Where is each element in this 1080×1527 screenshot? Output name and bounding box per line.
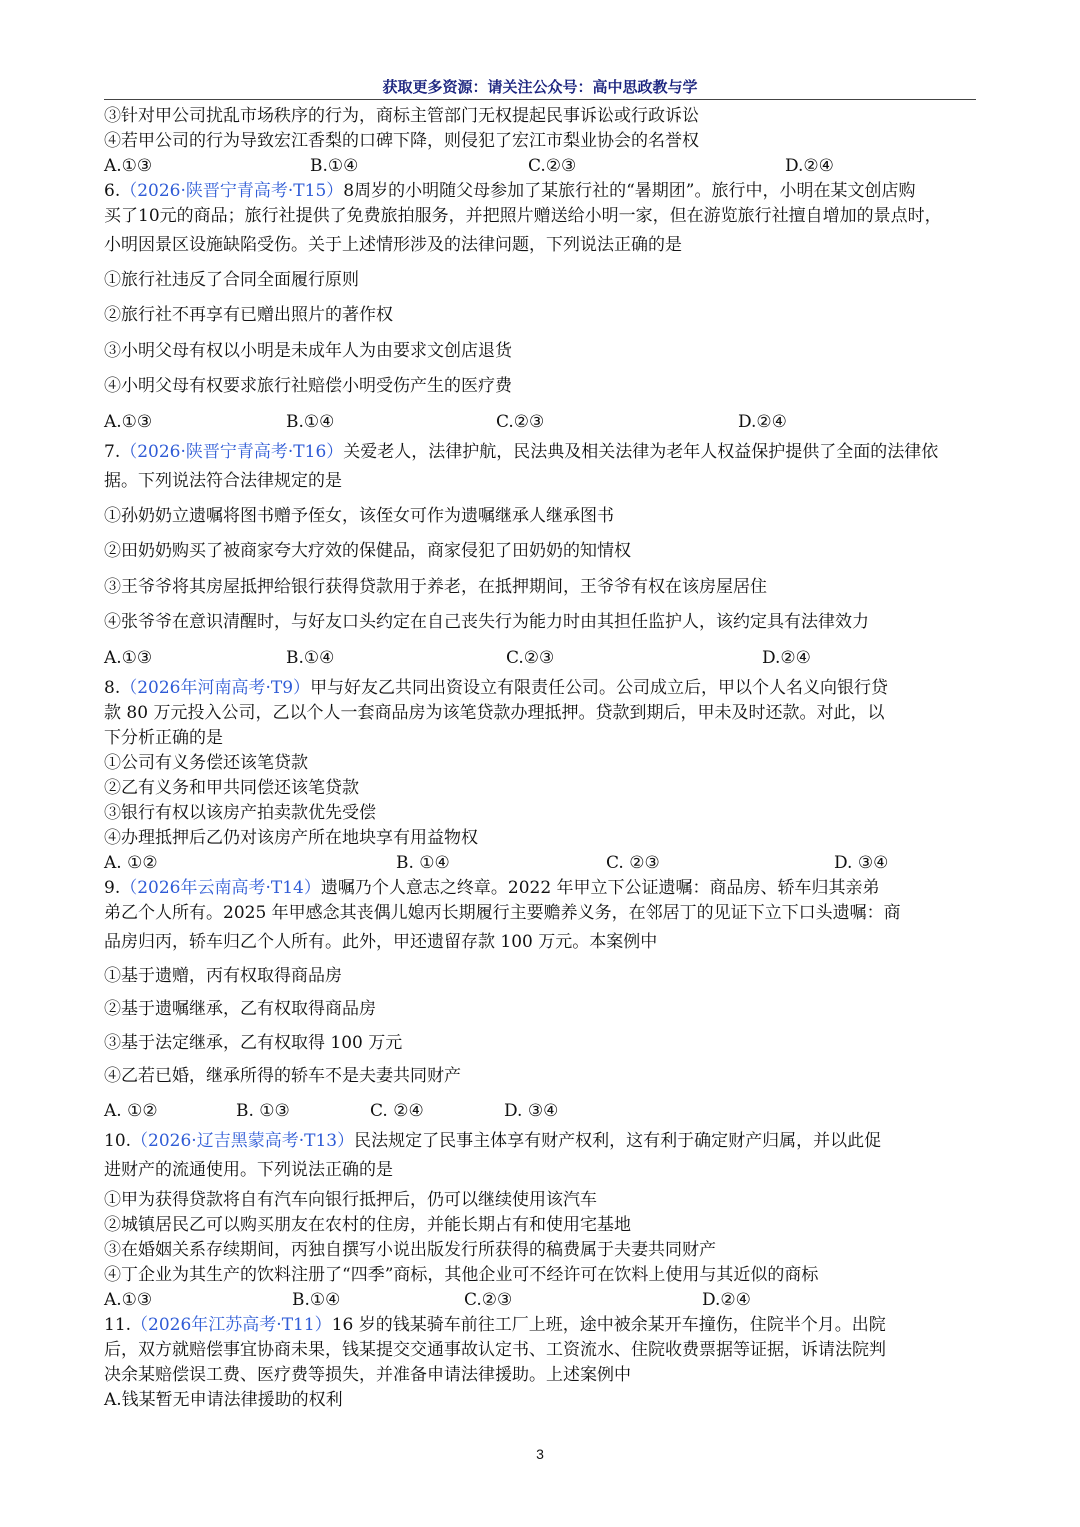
option: ②旅行社不再享有已赠出照片的著作权 xyxy=(104,305,393,325)
question-stem-line: 小明因景区设施缺陷受伤。关于上述情形涉及的法律问题，下列说法正确的是 xyxy=(104,235,682,255)
question-stem: 民法规定了民事主体享有财产权利，这有利于确定财产归属，并以此促 xyxy=(354,1131,882,1151)
question-stem-line xyxy=(104,1313,978,1338)
answer-choices xyxy=(104,1094,978,1130)
question-number: 10. xyxy=(104,1131,132,1151)
option: ②乙有义务和甲共同偿还该笔贷款 xyxy=(104,778,359,798)
page-header: 获取更多资源：请关注公众号：高中思政教与学 xyxy=(382,78,698,96)
choice-c: C. ②③ xyxy=(606,853,660,873)
question-number: 11. xyxy=(104,1314,132,1335)
option: ②田奶奶购买了被商家夸大疗效的保健品，商家侵犯了田奶奶的知情权 xyxy=(104,541,631,561)
question-stem-line: 下分析正确的是 xyxy=(104,728,223,748)
option: ④小明父母有权要求旅行社赔偿小明受伤产生的医疗费 xyxy=(104,376,512,396)
choice-c: C.②③ xyxy=(506,647,555,668)
option: ③王爷爷将其房屋抵押给银行获得贷款用于养老，在抵押期间，王爷爷有权在该房屋居住 xyxy=(104,576,767,597)
question-5-continued xyxy=(104,104,978,179)
choice-b: B. ①④ xyxy=(396,853,450,873)
question-source: （2026·陕晋宁青高考·T15） xyxy=(120,181,344,201)
choice-c: C.②③ xyxy=(464,1289,513,1310)
choice-a: A.①③ xyxy=(104,1289,153,1310)
option: ②城镇居民乙可以购买朋友在农村的住房，并能长期占有和使用宅基地 xyxy=(104,1214,631,1235)
option: ③针对甲公司扰乱市场秩序的行为，商标主管部门无权提起民事诉讼或行政诉讼 xyxy=(104,106,699,126)
question-source: （2026·陕晋宁青高考·T16） xyxy=(120,442,344,462)
choice-d: D.②④ xyxy=(702,1289,751,1310)
answer-choices xyxy=(104,851,978,876)
question-stem-line: 后，双方就赔偿事宜协商未果，钱某提交交通事故认定书、工资流水、住院收费票据等证据，诉请法院判 xyxy=(104,1339,886,1360)
question-stem-line xyxy=(104,179,978,204)
option: A.钱某暂无申请法律援助的权利 xyxy=(104,1389,343,1410)
choice-c: C.②③ xyxy=(496,411,545,432)
choice-a: A. ①② xyxy=(104,1100,158,1121)
option: ③银行有权以该房产拍卖款优先受偿 xyxy=(104,803,376,823)
choice-a: A. ①② xyxy=(104,853,158,873)
question-source: （2026·辽吉黑蒙高考·T13） xyxy=(131,1131,355,1151)
question-number: 7. xyxy=(104,442,121,462)
choice-d: D. ③④ xyxy=(504,1100,559,1121)
question-stem-line xyxy=(104,876,978,901)
option: ③小明父母有权以小明是未成年人为由要求文创店退货 xyxy=(104,340,512,361)
choice-a: A.①③ xyxy=(104,411,153,432)
option: ④若甲公司的行为导致宏江香梨的口碑下降，则侵犯了宏江市梨业协会的名誉权 xyxy=(104,131,699,151)
option: ①旅行社违反了合同全面履行原则 xyxy=(104,269,359,290)
question-stem-line: 弟乙个人所有。2025 年甲感念其丧偶儿媳丙长期履行主要赡养义务，在邻居丁的见证下立下口头遗嘱：商 xyxy=(104,903,901,923)
question-number: 8. xyxy=(104,678,121,698)
option: ①孙奶奶立遗嘱将图书赠予侄女，该侄女可作为遗嘱继承人继承图书 xyxy=(104,505,614,526)
question-source: （2026年云南高考·T14） xyxy=(120,878,321,898)
question-8 xyxy=(104,676,978,876)
question-number: 9. xyxy=(104,878,121,898)
choice-b: B.①④ xyxy=(310,156,359,176)
choice-d: D.②④ xyxy=(762,647,811,668)
option: ①甲为获得贷款将自有汽车向银行抵押后，仍可以继续使用该汽车 xyxy=(104,1189,597,1210)
option: ③在婚姻关系存续期间，丙独自撰写小说出版发行所获得的稿费属于夫妻共同财产 xyxy=(104,1239,716,1260)
question-number: 6. xyxy=(104,181,121,201)
choice-d: D.②④ xyxy=(785,156,834,176)
option: ②基于遗嘱继承，乙有权取得商品房 xyxy=(104,999,376,1019)
question-stem-line: 买了10元的商品；旅行社提供了免费旅拍服务，并把照片赠送给小明一家，但在游览旅行社擅自增加的景点时， xyxy=(104,206,942,226)
question-stem-line xyxy=(104,1129,978,1154)
question-stem-line: 决余某赔偿误工费、医疗费等损失，并准备申请法律援助。上述案例中 xyxy=(104,1364,631,1385)
option: ③基于法定继承，乙有权取得 100 万元 xyxy=(104,1032,403,1053)
choice-a: A.①③ xyxy=(104,647,153,668)
answer-choices xyxy=(104,1288,978,1313)
question-10 xyxy=(104,1129,978,1313)
question-stem: 8周岁的小明随父母参加了某旅行社的“暑期团”。旅行中，小明在某文创店购 xyxy=(343,181,916,201)
question-source: （2026年河南高考·T9） xyxy=(120,678,311,698)
option: ①公司有义务偿还该笔贷款 xyxy=(104,753,308,773)
answer-choices xyxy=(104,405,978,441)
question-9 xyxy=(104,876,978,1129)
choice-d: D. ③④ xyxy=(834,853,889,873)
option: ④乙若已婚，继承所得的轿车不是夫妻共同财产 xyxy=(104,1066,461,1086)
question-6 xyxy=(104,179,978,440)
question-stem-line: 进财产的流通使用。下列说法正确的是 xyxy=(104,1160,393,1180)
choice-b: B.①④ xyxy=(292,1289,341,1310)
question-stem-line: 款 80 万元投入公司，乙以个人一套商品房为该笔贷款办理抵押。贷款到期后，甲未及时还款。对此，以 xyxy=(104,703,885,723)
question-11 xyxy=(104,1313,978,1413)
choice-b: B. ①③ xyxy=(236,1100,290,1121)
question-stem-line xyxy=(104,440,978,465)
question-stem: 关爱老人，法律护航，民法典及相关法律为老年人权益保护提供了全面的法律依 xyxy=(343,442,939,462)
answer-choices xyxy=(104,154,978,179)
question-stem-line xyxy=(104,676,978,701)
choice-b: B.①④ xyxy=(286,647,335,668)
option: ④丁企业为其生产的饮料注册了“四季”商标，其他企业可不经许可在饮料上使用与其近似的商标 xyxy=(104,1264,819,1285)
option: ④张爷爷在意识清醒时，与好友口头约定在自己丧失行为能力时由其担任监护人，该约定具有法律效力 xyxy=(104,612,869,632)
question-stem-line: 据。下列说法符合法律规定的是 xyxy=(104,471,342,491)
option: ④办理抵押后乙仍对该房产所在地块享有用益物权 xyxy=(104,828,478,848)
question-stem: 16 岁的钱某骑车前往工厂上班，途中被余某开车撞伤，住院半个月。出院 xyxy=(331,1314,886,1335)
page-content xyxy=(104,104,978,1413)
option: ①基于遗赠，丙有权取得商品房 xyxy=(104,965,342,986)
choice-d: D.②④ xyxy=(738,411,787,432)
choice-c: C.②③ xyxy=(528,156,577,176)
question-stem-line: 品房归丙，轿车归乙个人所有。此外，甲还遗留存款 100 万元。本案例中 xyxy=(104,932,658,952)
question-7 xyxy=(104,440,978,676)
choice-b: B.①④ xyxy=(286,411,335,432)
header-divider xyxy=(104,99,976,100)
question-stem: 遗嘱乃个人意志之终章。2022 年甲立下公证遗嘱：商品房、轿车归其亲弟 xyxy=(320,878,880,898)
page-number: 3 xyxy=(536,1446,544,1462)
question-source: （2026年江苏高考·T11） xyxy=(131,1314,332,1335)
question-stem: 甲与好友乙共同出资设立有限责任公司。公司成立后，甲以个人名义向银行贷 xyxy=(310,678,889,698)
choice-a: A.①③ xyxy=(104,156,153,176)
choice-c: C. ②④ xyxy=(370,1100,424,1121)
answer-choices xyxy=(104,641,978,677)
